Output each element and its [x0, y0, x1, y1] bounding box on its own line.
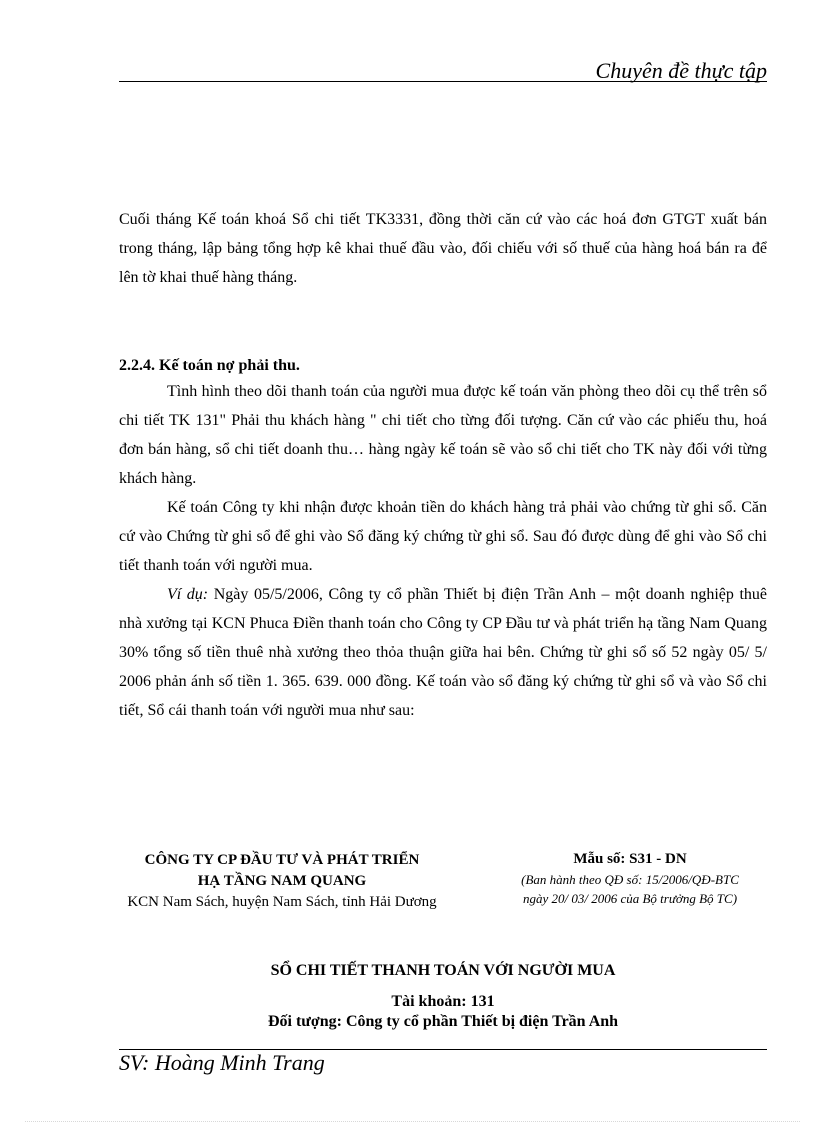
paragraph-receivables-tracking: Tình hình theo dõi thanh toán của người mua được kế toán văn phòng theo dõi cụ thể trên sổ chi tiết TK 131" Phải thu khách hàng " chi tiết cho từng đối tượng. Căn cứ vào các phiếu thu, hoá đơn bán hàng, sổ chi tiết doanh thu… hàng ngày kế toán sẽ vào sổ chi tiết cho TK này đối với từng khách hàng. — [119, 383, 767, 487]
form-note-line1: (Ban hành theo QĐ số: 15/2006/QĐ-BTC — [521, 872, 739, 887]
header-divider — [119, 81, 767, 82]
form-note-line2: ngày 20/ 03/ 2006 của Bộ trưởng Bộ TC) — [522, 891, 738, 906]
form-info — [470, 849, 790, 908]
paragraph-example — [119, 580, 767, 725]
header-title: Chuyên đề thực tập — [595, 58, 767, 83]
company-name-line2: HẠ TẦNG NAM QUANG — [197, 873, 367, 889]
ledger-account: Tài khoản: 131 — [391, 993, 495, 1010]
ledger-title: SỔ CHI TIẾT THANH TOÁN VỚI NGƯỜI MUA — [270, 962, 616, 979]
company-name-line1: CÔNG TY CP ĐẦU TƯ VÀ PHÁT TRIỂN — [144, 852, 420, 868]
company-info — [104, 850, 460, 913]
example-label: Ví dụ: — [167, 586, 209, 603]
ledger-subtitle — [119, 992, 767, 1032]
section-heading: 2.2.4. Kế toán nợ phải thu. — [119, 357, 300, 374]
footer-student-name: SV: Hoàng Minh Trang — [119, 1050, 325, 1075]
paragraph-voucher-recording: Kế toán Công ty khi nhận được khoản tiền do khách hàng trả phải vào chứng từ ghi sổ. Căn cứ vào Chứng từ ghi sổ để ghi vào Sổ đăng ký chứng từ ghi sổ. Sau đó được dùng để ghi vào Sổ chi tiết thanh toán với người mua. — [119, 499, 767, 574]
intro-paragraph — [119, 205, 767, 292]
example-text: Ngày 05/5/2006, Công ty cổ phần Thiết bị điện Trần Anh – một doanh nghiệp thuê nhà xưởng tại KCN Phuca Điền thanh toán cho Công ty CP Đầu tư và phát triển hạ tầng Nam Quang 30% tổng số tiền thuê nhà xưởng theo thỏa thuận giữa hai bên. Chứng từ ghi sổ số 52 ngày 05/ 5/ 2006 phản ánh số tiền 1. 365. 639. 000 đồng. Kế toán vào sổ đăng ký chứng từ ghi sổ và vào Sổ chi tiết, Sổ cái thanh toán với người mua như sau: — [119, 586, 767, 719]
page-edge — [25, 1121, 800, 1122]
section-body — [119, 377, 767, 725]
ledger-subject: Đối tượng: Công ty cổ phần Thiết bị điện Trần Anh — [267, 1013, 619, 1030]
company-address: KCN Nam Sách, huyện Nam Sách, tỉnh Hải Dương — [127, 894, 437, 910]
intro-paragraph-text: Cuối tháng Kế toán khoá Sổ chi tiết TK3331, đồng thời căn cứ vào các hoá đơn GTGT xuất bán trong tháng, lập bảng tổng hợp kê khai thuế đầu vào, đối chiếu với số thuế của hàng hoá bán ra để lên tờ khai thuế hàng tháng. — [119, 211, 767, 286]
form-code: Mẫu số: S31 - DN — [573, 851, 687, 867]
